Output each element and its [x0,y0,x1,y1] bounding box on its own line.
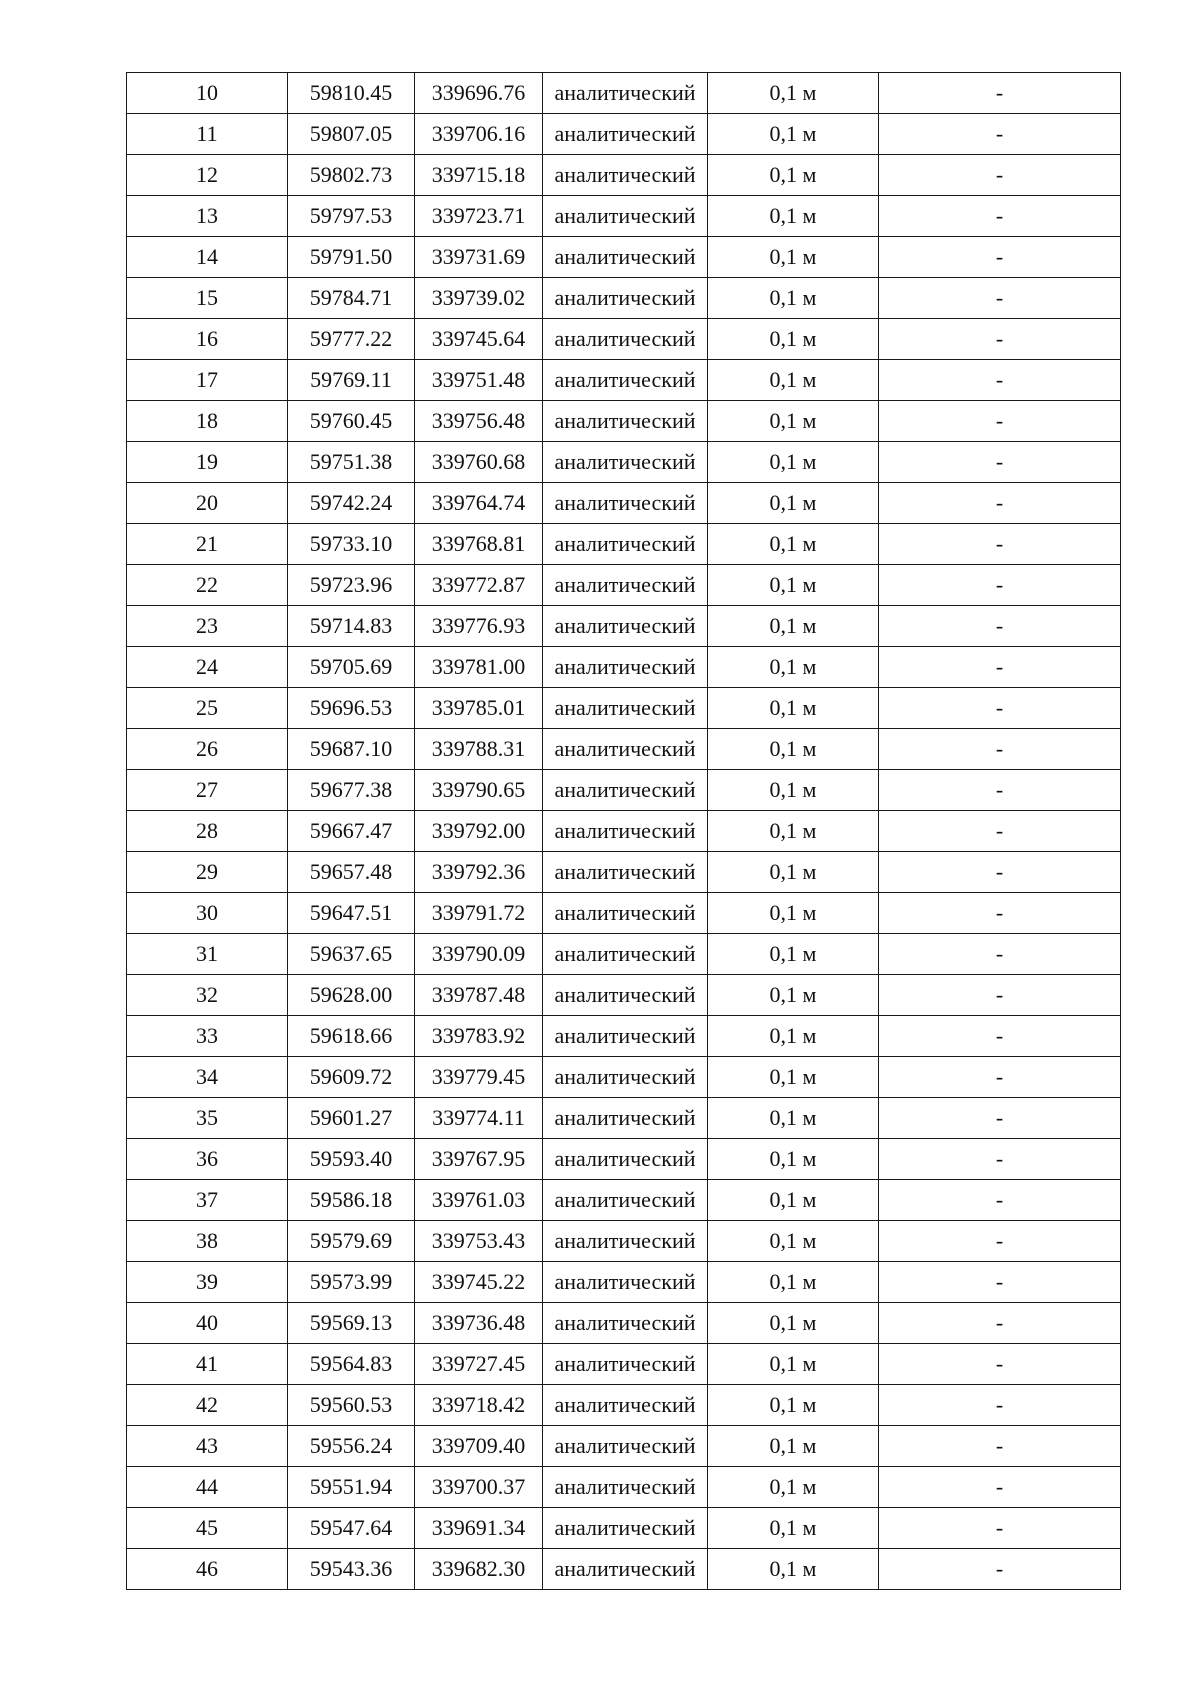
description-cell: - [879,114,1121,155]
method-cell: аналитический [543,524,708,565]
x-coordinate-cell: 59560.53 [288,1385,415,1426]
coordinates-table-body [127,73,1121,1590]
point-number-cell: 22 [127,565,288,606]
table-row [127,1344,1121,1385]
table-row [127,278,1121,319]
point-number-cell: 10 [127,73,288,114]
point-number-cell: 38 [127,1221,288,1262]
description-cell: - [879,852,1121,893]
x-coordinate-cell: 59733.10 [288,524,415,565]
x-coordinate-cell: 59777.22 [288,319,415,360]
description-cell: - [879,688,1121,729]
description-cell: - [879,278,1121,319]
description-cell: - [879,1549,1121,1590]
table-row [127,606,1121,647]
point-number-cell: 24 [127,647,288,688]
method-cell: аналитический [543,114,708,155]
accuracy-cell: 0,1 м [708,975,879,1016]
y-coordinate-cell: 339691.34 [415,1508,543,1549]
method-cell: аналитический [543,483,708,524]
accuracy-cell: 0,1 м [708,934,879,975]
accuracy-cell: 0,1 м [708,770,879,811]
x-coordinate-cell: 59657.48 [288,852,415,893]
point-number-cell: 37 [127,1180,288,1221]
y-coordinate-cell: 339761.03 [415,1180,543,1221]
description-cell: - [879,237,1121,278]
x-coordinate-cell: 59769.11 [288,360,415,401]
point-number-cell: 14 [127,237,288,278]
point-number-cell: 46 [127,1549,288,1590]
method-cell: аналитический [543,975,708,1016]
table-row [127,524,1121,565]
table-row [127,1016,1121,1057]
point-number-cell: 33 [127,1016,288,1057]
y-coordinate-cell: 339792.36 [415,852,543,893]
point-number-cell: 32 [127,975,288,1016]
x-coordinate-cell: 59696.53 [288,688,415,729]
method-cell: аналитический [543,1016,708,1057]
method-cell: аналитический [543,278,708,319]
description-cell: - [879,1426,1121,1467]
accuracy-cell: 0,1 м [708,1098,879,1139]
y-coordinate-cell: 339753.43 [415,1221,543,1262]
y-coordinate-cell: 339727.45 [415,1344,543,1385]
table-row [127,73,1121,114]
y-coordinate-cell: 339700.37 [415,1467,543,1508]
description-cell: - [879,483,1121,524]
method-cell: аналитический [543,442,708,483]
point-number-cell: 45 [127,1508,288,1549]
accuracy-cell: 0,1 м [708,565,879,606]
accuracy-cell: 0,1 м [708,1180,879,1221]
method-cell: аналитический [543,73,708,114]
table-row [127,237,1121,278]
x-coordinate-cell: 59564.83 [288,1344,415,1385]
point-number-cell: 34 [127,1057,288,1098]
description-cell: - [879,1262,1121,1303]
point-number-cell: 30 [127,893,288,934]
method-cell: аналитический [543,1467,708,1508]
accuracy-cell: 0,1 м [708,1385,879,1426]
description-cell: - [879,319,1121,360]
accuracy-cell: 0,1 м [708,688,879,729]
method-cell: аналитический [543,729,708,770]
method-cell: аналитический [543,360,708,401]
y-coordinate-cell: 339718.42 [415,1385,543,1426]
point-number-cell: 23 [127,606,288,647]
method-cell: аналитический [543,1549,708,1590]
point-number-cell: 27 [127,770,288,811]
x-coordinate-cell: 59573.99 [288,1262,415,1303]
table-row [127,1549,1121,1590]
method-cell: аналитический [543,1098,708,1139]
description-cell: - [879,1385,1121,1426]
accuracy-cell: 0,1 м [708,196,879,237]
y-coordinate-cell: 339731.69 [415,237,543,278]
method-cell: аналитический [543,1057,708,1098]
y-coordinate-cell: 339682.30 [415,1549,543,1590]
point-number-cell: 43 [127,1426,288,1467]
y-coordinate-cell: 339739.02 [415,278,543,319]
x-coordinate-cell: 59547.64 [288,1508,415,1549]
point-number-cell: 26 [127,729,288,770]
description-cell: - [879,565,1121,606]
description-cell: - [879,1344,1121,1385]
table-row [127,1221,1121,1262]
table-row [127,1180,1121,1221]
accuracy-cell: 0,1 м [708,73,879,114]
point-number-cell: 40 [127,1303,288,1344]
y-coordinate-cell: 339791.72 [415,893,543,934]
method-cell: аналитический [543,1344,708,1385]
description-cell: - [879,934,1121,975]
x-coordinate-cell: 59677.38 [288,770,415,811]
method-cell: аналитический [543,1180,708,1221]
point-number-cell: 21 [127,524,288,565]
description-cell: - [879,893,1121,934]
y-coordinate-cell: 339772.87 [415,565,543,606]
table-row [127,688,1121,729]
x-coordinate-cell: 59618.66 [288,1016,415,1057]
table-row [127,1057,1121,1098]
point-number-cell: 20 [127,483,288,524]
method-cell: аналитический [543,688,708,729]
accuracy-cell: 0,1 м [708,360,879,401]
table-row [127,319,1121,360]
description-cell: - [879,1303,1121,1344]
description-cell: - [879,1508,1121,1549]
y-coordinate-cell: 339785.01 [415,688,543,729]
description-cell: - [879,1139,1121,1180]
y-coordinate-cell: 339767.95 [415,1139,543,1180]
description-cell: - [879,1221,1121,1262]
x-coordinate-cell: 59569.13 [288,1303,415,1344]
description-cell: - [879,1016,1121,1057]
table-row [127,401,1121,442]
method-cell: аналитический [543,155,708,196]
accuracy-cell: 0,1 м [708,114,879,155]
accuracy-cell: 0,1 м [708,1139,879,1180]
table-row [127,442,1121,483]
description-cell: - [879,1180,1121,1221]
y-coordinate-cell: 339696.76 [415,73,543,114]
table-row [127,360,1121,401]
table-row [127,1262,1121,1303]
x-coordinate-cell: 59723.96 [288,565,415,606]
y-coordinate-cell: 339787.48 [415,975,543,1016]
accuracy-cell: 0,1 м [708,606,879,647]
x-coordinate-cell: 59807.05 [288,114,415,155]
x-coordinate-cell: 59760.45 [288,401,415,442]
table-row [127,811,1121,852]
point-number-cell: 19 [127,442,288,483]
accuracy-cell: 0,1 м [708,893,879,934]
x-coordinate-cell: 59609.72 [288,1057,415,1098]
method-cell: аналитический [543,811,708,852]
method-cell: аналитический [543,647,708,688]
table-row [127,1508,1121,1549]
point-number-cell: 16 [127,319,288,360]
method-cell: аналитический [543,770,708,811]
description-cell: - [879,647,1121,688]
method-cell: аналитический [543,565,708,606]
table-row [127,483,1121,524]
table-row [127,1426,1121,1467]
y-coordinate-cell: 339781.00 [415,647,543,688]
description-cell: - [879,401,1121,442]
accuracy-cell: 0,1 м [708,1221,879,1262]
x-coordinate-cell: 59705.69 [288,647,415,688]
x-coordinate-cell: 59751.38 [288,442,415,483]
point-number-cell: 18 [127,401,288,442]
table-row [127,975,1121,1016]
method-cell: аналитический [543,1221,708,1262]
table-row [127,770,1121,811]
y-coordinate-cell: 339706.16 [415,114,543,155]
x-coordinate-cell: 59579.69 [288,1221,415,1262]
accuracy-cell: 0,1 м [708,811,879,852]
x-coordinate-cell: 59628.00 [288,975,415,1016]
description-cell: - [879,73,1121,114]
description-cell: - [879,729,1121,770]
method-cell: аналитический [543,1426,708,1467]
y-coordinate-cell: 339745.22 [415,1262,543,1303]
x-coordinate-cell: 59593.40 [288,1139,415,1180]
table-row [127,1303,1121,1344]
point-number-cell: 31 [127,934,288,975]
y-coordinate-cell: 339751.48 [415,360,543,401]
point-number-cell: 13 [127,196,288,237]
description-cell: - [879,442,1121,483]
method-cell: аналитический [543,196,708,237]
description-cell: - [879,155,1121,196]
point-number-cell: 12 [127,155,288,196]
x-coordinate-cell: 59586.18 [288,1180,415,1221]
point-number-cell: 36 [127,1139,288,1180]
table-row [127,1098,1121,1139]
table-row [127,1385,1121,1426]
point-number-cell: 28 [127,811,288,852]
point-number-cell: 11 [127,114,288,155]
accuracy-cell: 0,1 м [708,442,879,483]
description-cell: - [879,811,1121,852]
point-number-cell: 29 [127,852,288,893]
accuracy-cell: 0,1 м [708,852,879,893]
y-coordinate-cell: 339760.68 [415,442,543,483]
accuracy-cell: 0,1 м [708,1549,879,1590]
table-row [127,852,1121,893]
description-cell: - [879,1467,1121,1508]
y-coordinate-cell: 339776.93 [415,606,543,647]
point-number-cell: 35 [127,1098,288,1139]
y-coordinate-cell: 339783.92 [415,1016,543,1057]
table-row [127,114,1121,155]
x-coordinate-cell: 59791.50 [288,237,415,278]
accuracy-cell: 0,1 м [708,483,879,524]
x-coordinate-cell: 59797.53 [288,196,415,237]
method-cell: аналитический [543,319,708,360]
y-coordinate-cell: 339774.11 [415,1098,543,1139]
accuracy-cell: 0,1 м [708,524,879,565]
x-coordinate-cell: 59601.27 [288,1098,415,1139]
point-number-cell: 39 [127,1262,288,1303]
y-coordinate-cell: 339745.64 [415,319,543,360]
x-coordinate-cell: 59637.65 [288,934,415,975]
y-coordinate-cell: 339723.71 [415,196,543,237]
y-coordinate-cell: 339715.18 [415,155,543,196]
accuracy-cell: 0,1 м [708,155,879,196]
x-coordinate-cell: 59742.24 [288,483,415,524]
y-coordinate-cell: 339756.48 [415,401,543,442]
y-coordinate-cell: 339709.40 [415,1426,543,1467]
description-cell: - [879,196,1121,237]
table-row [127,647,1121,688]
description-cell: - [879,360,1121,401]
method-cell: аналитический [543,1508,708,1549]
accuracy-cell: 0,1 м [708,401,879,442]
point-number-cell: 17 [127,360,288,401]
y-coordinate-cell: 339788.31 [415,729,543,770]
point-number-cell: 25 [127,688,288,729]
description-cell: - [879,606,1121,647]
y-coordinate-cell: 339768.81 [415,524,543,565]
accuracy-cell: 0,1 м [708,729,879,770]
accuracy-cell: 0,1 м [708,1016,879,1057]
y-coordinate-cell: 339792.00 [415,811,543,852]
method-cell: аналитический [543,237,708,278]
point-number-cell: 44 [127,1467,288,1508]
accuracy-cell: 0,1 м [708,1508,879,1549]
table-row [127,565,1121,606]
method-cell: аналитический [543,401,708,442]
table-row [127,729,1121,770]
accuracy-cell: 0,1 м [708,1426,879,1467]
method-cell: аналитический [543,934,708,975]
x-coordinate-cell: 59687.10 [288,729,415,770]
description-cell: - [879,770,1121,811]
table-row [127,893,1121,934]
method-cell: аналитический [543,893,708,934]
method-cell: аналитический [543,1262,708,1303]
x-coordinate-cell: 59714.83 [288,606,415,647]
accuracy-cell: 0,1 м [708,1303,879,1344]
y-coordinate-cell: 339779.45 [415,1057,543,1098]
x-coordinate-cell: 59802.73 [288,155,415,196]
x-coordinate-cell: 59551.94 [288,1467,415,1508]
method-cell: аналитический [543,852,708,893]
table-row [127,155,1121,196]
y-coordinate-cell: 339764.74 [415,483,543,524]
x-coordinate-cell: 59784.71 [288,278,415,319]
method-cell: аналитический [543,1385,708,1426]
method-cell: аналитический [543,1139,708,1180]
x-coordinate-cell: 59810.45 [288,73,415,114]
y-coordinate-cell: 339736.48 [415,1303,543,1344]
y-coordinate-cell: 339790.09 [415,934,543,975]
accuracy-cell: 0,1 м [708,1262,879,1303]
x-coordinate-cell: 59667.47 [288,811,415,852]
point-number-cell: 41 [127,1344,288,1385]
accuracy-cell: 0,1 м [708,237,879,278]
table-row [127,196,1121,237]
accuracy-cell: 0,1 м [708,1467,879,1508]
description-cell: - [879,1057,1121,1098]
accuracy-cell: 0,1 м [708,647,879,688]
table-row [127,934,1121,975]
point-number-cell: 42 [127,1385,288,1426]
description-cell: - [879,524,1121,565]
table-row [127,1467,1121,1508]
x-coordinate-cell: 59647.51 [288,893,415,934]
y-coordinate-cell: 339790.65 [415,770,543,811]
table-row [127,1139,1121,1180]
x-coordinate-cell: 59556.24 [288,1426,415,1467]
point-number-cell: 15 [127,278,288,319]
accuracy-cell: 0,1 м [708,278,879,319]
description-cell: - [879,1098,1121,1139]
accuracy-cell: 0,1 м [708,1057,879,1098]
coordinates-table [126,72,1121,1590]
accuracy-cell: 0,1 м [708,1344,879,1385]
method-cell: аналитический [543,1303,708,1344]
x-coordinate-cell: 59543.36 [288,1549,415,1590]
description-cell: - [879,975,1121,1016]
method-cell: аналитический [543,606,708,647]
accuracy-cell: 0,1 м [708,319,879,360]
